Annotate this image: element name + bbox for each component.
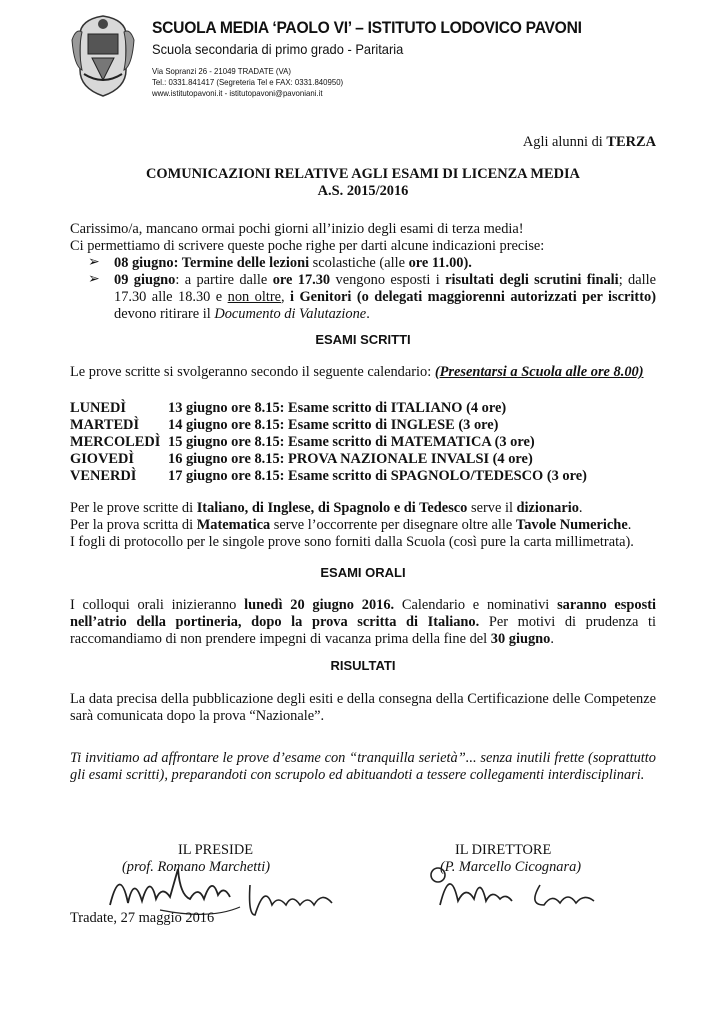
note-sheets: I fogli di protocollo per le singole prove sono forniti dalla Scuola (così pure la carta millimetrata). — [70, 534, 634, 550]
schedule-row — [70, 468, 587, 485]
director-name: (P. Marcello Cicognara) — [440, 859, 582, 875]
schedule-text: 17 giugno ore 8.15: Esame scritto di SPAGNOLO/TEDESCO (3 ore) — [168, 468, 587, 484]
bullet-item-1: 08 giugno: Termine delle lezioni scolastiche (alle ore 11.00). — [114, 255, 472, 271]
school-name: SCUOLA MEDIA ‘PAOLO VI’ – ISTITUTO LODOVICO PAVONI — [152, 18, 582, 37]
oral-exams-text: I colloqui orali inizieranno lunedì 20 giugno 2016. Calendario e nominativi saranno esposti nell’atrio della portineria, dopo la prova scritta di Italiano. Per motivi di prudenza ti raccomandiamo di non prendere impegni di vacanza prima della fine del 30 giugno. — [70, 597, 656, 647]
school-type: Scuola secondaria di primo grado - Paritaria — [152, 41, 404, 57]
written-exams-heading: ESAMI SCRITTI — [315, 332, 411, 347]
school-crest-logo — [70, 10, 136, 100]
schedule-day: MERCOLEDÌ — [70, 434, 161, 450]
document-title: COMUNICAZIONI RELATIVE AGLI ESAMI DI LICENZA MEDIA — [146, 166, 580, 182]
intro-line-2: Ci permettiamo di scrivere queste poche righe per darti alcune indicazioni precise: — [70, 238, 545, 254]
director-signature — [420, 855, 620, 925]
schedule-row — [70, 451, 533, 468]
schedule-row — [70, 434, 535, 451]
place-date: Tradate, 27 maggio 2016 — [70, 910, 215, 926]
schedule-day: LUNEDÌ — [70, 400, 126, 416]
schedule-text: 16 giugno ore 8.15: PROVA NAZIONALE INVALSI (4 ore) — [168, 451, 533, 467]
school-address: Via Sopranzi 26 - 21049 TRADATE (VA) — [152, 66, 291, 76]
schedule-row — [70, 400, 506, 417]
school-web[interactable]: www.istitutopavoni.it - istitutopavoni@pavoniani.it — [152, 88, 323, 98]
arrow-bullet-icon: ➢ — [88, 255, 100, 270]
bullet-item-2: 09 giugno: a partire dalle ore 17.30 vengono esposti i risultati degli scrutini finali; dalle 17.30 alle 18.30 e non oltre, i Genitori (o delegati maggiorenni autorizzati per iscritto) devono ritirare il Documento di Valutazione. — [114, 272, 657, 322]
intro-line-1: Carissimo/a, mancano ormai pochi giorni all’inizio degli esami di terza media! — [70, 221, 524, 237]
note-math: Per la prova scritta di Matematica serve l’occorrente per disegnare oltre alle Tavole Numeriche. — [70, 517, 632, 533]
school-phone: Tel.: 0331.841417 (Segreteria Tel e FAX: 0331.840950) — [152, 77, 344, 87]
school-year: A.S. 2015/2016 — [317, 183, 409, 199]
closing-paragraph: Ti invitiamo ad affrontare le prove d’esame con “tranquilla serietà”... senza inutili frette (soprattutto gli esami scritti), preparandoti con scrupolo ed abituandoti a tessere collegamenti interdisciplinari. — [70, 750, 656, 783]
results-heading: RISULTATI — [330, 658, 396, 673]
schedule-text: 14 giugno ore 8.15: Esame scritto di INGLESE (3 ore) — [168, 417, 499, 433]
principal-title: IL PRESIDE — [178, 842, 254, 858]
oral-exams-heading: ESAMI ORALI — [320, 565, 406, 580]
schedule-day: MARTEDÌ — [70, 417, 140, 433]
schedule-text: 13 giugno ore 8.15: Esame scritto di ITALIANO (4 ore) — [168, 400, 507, 416]
schedule-day: GIOVEDÌ — [70, 451, 134, 467]
recipient: Agli alunni di TERZA — [522, 134, 656, 150]
written-intro: Le prove scritte si svolgeranno secondo il seguente calendario: (Presentarsi a Scuola alle ore 8.00) — [70, 364, 644, 380]
director-title: IL DIRETTORE — [455, 842, 552, 858]
schedule-text: 15 giugno ore 8.15: Esame scritto di MATEMATICA (3 ore) — [168, 434, 535, 450]
results-text: La data precisa della pubblicazione degli esiti e della consegna della Certificazione delle Competenze sarà comunicata dopo la prova “Nazionale”. — [70, 691, 656, 724]
note-dictionary: Per le prove scritte di Italiano, di Inglese, di Spagnolo e di Tedesco serve il dizionario. — [70, 500, 583, 516]
schedule-day: VENERDÌ — [70, 468, 137, 484]
principal-name: (prof. Romano Marchetti) — [122, 859, 271, 875]
schedule-row — [70, 417, 498, 434]
arrow-bullet-icon: ➢ — [88, 272, 100, 287]
